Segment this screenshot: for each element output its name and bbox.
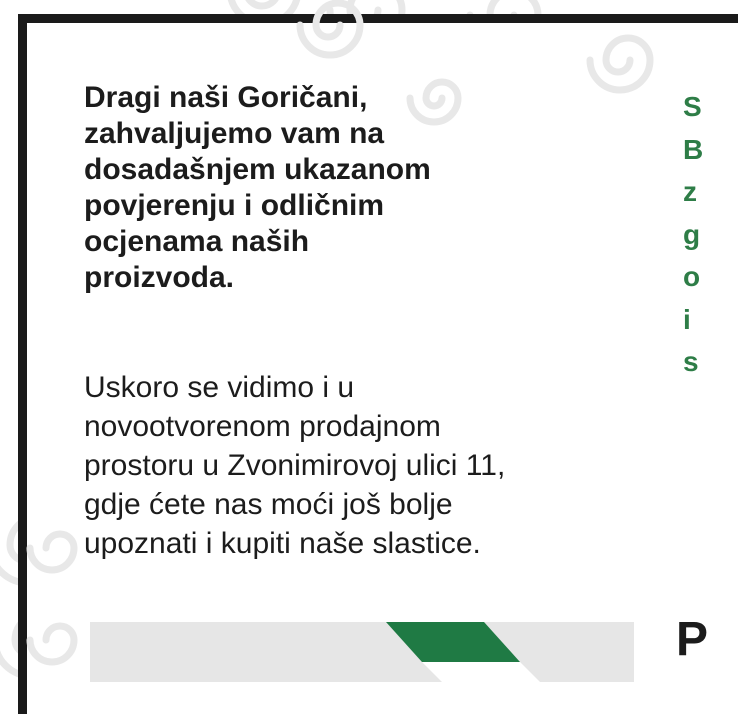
announcement-text: Uskoro se vidimo i u novootvorenom prodajnom prostoru u Zvonimirovoj ulici 11, gdje ćete nas moći još bolje upoznati i kupiti naše slastice. — [84, 371, 506, 560]
green-ribbon-graphic — [90, 622, 634, 682]
corner-heading-letter: P — [676, 613, 709, 666]
side-column-text: S B z g o i s — [683, 91, 704, 377]
greeting-text: Dragi naši Goričani, zahvaljujemo vam na dosadašnjem ukazanom povjerenju i odličnim ocjenama naših proizvoda. — [84, 81, 431, 294]
product-image-card — [90, 622, 634, 682]
